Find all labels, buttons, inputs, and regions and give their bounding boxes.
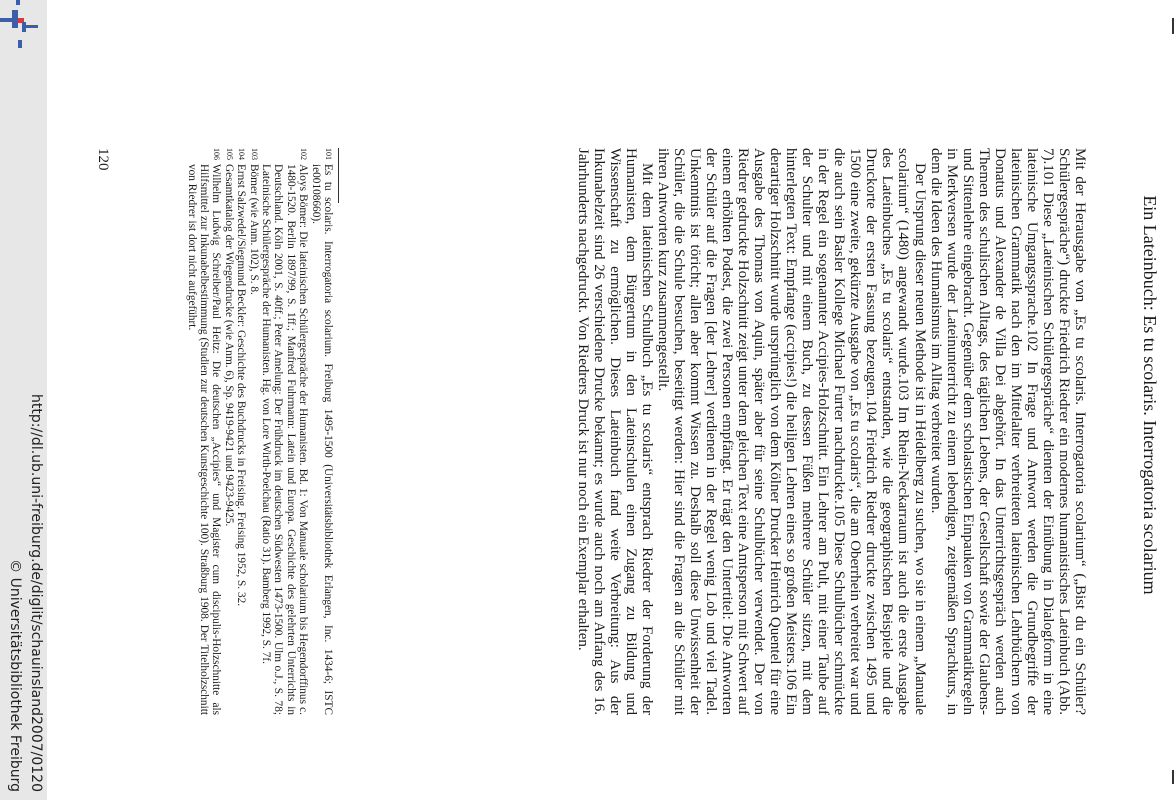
footnote (185, 148, 222, 715)
page-heading: Ein Lateinbuch: Es tu scolaris. Interrogatoria scolarium (1140, 195, 1160, 595)
footnote-divider (338, 148, 339, 203)
footnote (247, 148, 259, 715)
footnote-number: 102 (299, 148, 309, 160)
paragraph: Mit der Herausgabe von „Es tu scolaris. Interrogatoria scolarium“ („Bist du ein Schüler? Schülergespräche“) druckte Friedrich Riedrer ein modernes humanistisches Lateinbuch (Abb. 7).101 Diese „Lateinischen Schülergespräche“ dienten der Einübung in Dialogform in eine lateinische Umgangssprache.102 In Frage und Antwort werden die Grundbegriffe der lateinischen Grammatik nach den im Mittelalter verbreiteten lateinischen Lehrbüchern von Donatus und Alexander de Villa Dei abgehört. In das Unterrichtsgespräch werden auch Themen des schulischen Alltags, des täglichen Lebens, der Gesellschaft sowie der Glaubens- und Sittenlehre eingebracht. Gegenüber dem scholastischen Einpauken von Grammatikregeln in Merkversen wurde der Lateinunterricht zu einem lebendigen, zeitgemäßen Sprachkurs, in dem die Ideen des Humanismus im Alltag verbreitet wurden. (927, 148, 1088, 715)
footnote-text: Es tu scolaris. Interrogatoria scolarium. Freiburg 1495-1500 (Universitätsbibliothek Erlangen, Inc. 1434-6; ISTC ie00108660). (309, 164, 334, 715)
footnote-text: Ernst Salzwedel/Siegmund Beckler: Geschichte des Buchdrucks in Freising. Freising 1952, S. 32. (235, 164, 248, 607)
footnote-number: 105 (224, 148, 234, 160)
paragraph: Der Ursprung dieser neuen Methode ist in Heidelberg zu suchen, wo sie in einem „Manuale scolarium“ (1480) angewandt wurde.103 Im Rhein-Neckarraum ist auch die erste Ausgabe des Lateinbuches „Es tu scolaris“ entstanden, wie die geographischen Beispiele und die Druckorte der ersten Fassung bezeugen.104 Friedrich Riedrer druckte zwischen 1495 und 1500 eine zweite, gekürzte Ausgabe von „Es tu scolaris“, die am Oberrhein verbreitet war und die auch sein Basler Kollege Michael Furter nachdruckte.105 Diese Schulbücher schmückte in der Regel ein sogenannter Accipies-Holzschnitt. Ein Lehrer am Pult, mit einer Taube auf der Schulter und mit einem Buch, zu dessen Füßen mehrere Schüler sitzen, mit dem hinterlegten Text: Empfange (accipies!) die heiligen Lehren eines so großen Meisters.106 Ein derartiger Holzschnitt wurde ursprünglich von dem Kölner Drucker Heinrich Quentel für eine Ausgabe des Thomas von Aquin, später aber für seine Schulbücher verwendet. Der von Riedrer gedruckte Holzschnitt zeigt unter dem gleichen Text eine Amtsperson mit Schwert auf einem erhöhten Podest, die zwei Personen empfängt. Er trägt den Untertitel: Die Antworten der Schüler auf die Fragen [der Lehrer] verdienen in der Regel wenig Lob und viel Tadel. Unkenntnis ist töricht; allen aber kommt Wissen zu. Deshalb soll diese Unwissenheit der Schüler, die die Schule besuchen, beseitigt werden: Hier sind die Fragen an die Schüler mit ihren Antworten kurz zusammengestellt. (654, 148, 928, 715)
viewer-sidebar (0, 0, 47, 800)
page-number: 120 (95, 148, 111, 171)
footnote-text: Wilhelm Ludwig Schreiber/Paul Heitz: Die deutschen „Accipies“ und Magister cum discipulis-Holzschnitte als Hilfsmittel zur Inkunabelbestimmung (Studien zur deutschen Kunstgeschichte 100). Straßburg 1908. Der Titelholzschnitt von Riedrer ist dort nicht aufgeführt. (185, 164, 223, 715)
footnote-text: Bömer (wie Anm. 102), S. 8. (247, 164, 260, 295)
footnote (235, 148, 247, 715)
source-caption (0, 0, 47, 800)
scanned-book-page (51, 0, 1176, 800)
body-text (575, 148, 1089, 715)
footnote (222, 148, 234, 715)
copyright-notice: © Universitätsbibliothek Freiburg (7, 559, 23, 792)
footnote (309, 148, 334, 715)
footnote-text: Aloys Bömer: Die lateinischen Schülergespräche der Humanisten. Bd. 1: Von Manuale scholarium bis Hegendorffinus c. 1480-1520. Berlin 1897/99, S. 1ff.; Manfred Fuhrmann: Latein und Europa. Geschichte des gelehrten Unterrichts in Deutschland. Köln 2001, S. 40ff.; Peter Amelung: Der Frühdruck im deutschen Südwesten 1473-1500. Ulm o.J., S. 78; Lateinische Schülergespräche der Humanisten. Hg. von Lore Wirth-Poelchau (Ratio 31). Bamberg 1992, S. 7f. (259, 164, 310, 715)
paragraph: Mit dem lateinischen Schulbuch „Es tu scolaris“ entsprach Riedrer der Forderung der Humanisten, dem Bürgertum in den Lateinschulen einen Zugang zu Bildung und Wissenschaft zu ermöglichen. Dieses Lateinbuch fand weite Verbreitung: Aus der Inkunabelzeit sind 26 verschiedene Drucke bekannt; es wurde auch noch am Anfang des 16. Jahrhunderts nachgedruckt. Von Riedrers Druck ist nur noch ein Exemplar erhalten. (574, 148, 655, 715)
document-url-link[interactable]: http://dl.ub.uni-freiburg.de/diglit/schauinsland2007/0120 (28, 394, 44, 792)
footnotes (185, 148, 334, 715)
footnote-number: 104 (237, 148, 247, 160)
footnote-number: 101 (324, 148, 333, 160)
footnote (260, 148, 310, 715)
footnote-number: 106 (212, 148, 222, 160)
footnote-text: Gesamtkatalog der Wiegendrucke (wie Anm. 6), Sp. 9419-9421 und 9423-9425. (222, 164, 235, 527)
footnote-number: 103 (249, 148, 259, 160)
